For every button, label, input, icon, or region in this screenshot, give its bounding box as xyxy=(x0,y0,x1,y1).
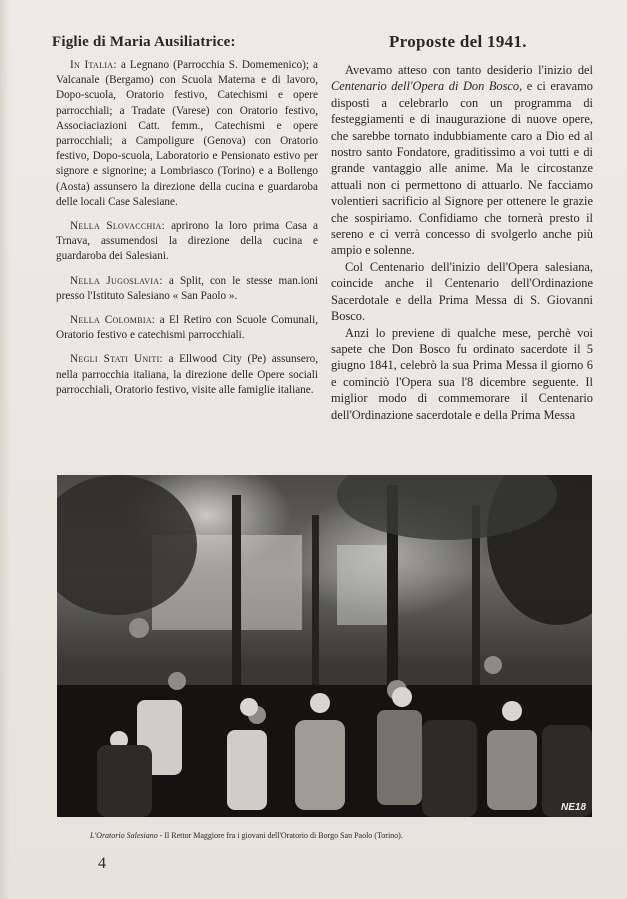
caption-text: - Il Rettor Maggiore fra i giovani dell'Oratorio di Borgo San Paolo (Torino). xyxy=(157,831,403,840)
page-edge-shadow xyxy=(0,0,10,899)
centenario-title: Centenario dell'Opera di Don Bosco, xyxy=(331,79,523,94)
paragraph-colombia xyxy=(56,313,318,343)
country-lead: Nella Slovacchia: xyxy=(70,220,166,233)
paragraph-text: a Ellwood City (Pe) assunsero, nella parrocchia italiana, la direzione delle Opere sociali parrocchiali, Oratorio festivo, visite alle famiglie italiane. xyxy=(56,353,318,396)
country-lead: Nella Jugoslavia: xyxy=(70,274,163,287)
country-lead: In Italia: xyxy=(70,59,117,71)
paragraph-jugoslavia xyxy=(56,274,318,304)
caption-lead: L'Oratorio Salesiano xyxy=(90,831,158,840)
paragraph-centenario: Col Centenario dell'inizio dell'Opera salesiana, coincide anche il Centenario dell'Ordinazione Sacerdotale e della Prima Messa di S. Giovanni Bosco. xyxy=(331,259,593,324)
paragraph-intro xyxy=(331,62,593,259)
right-column xyxy=(331,62,593,423)
left-column xyxy=(56,58,318,407)
paragraph-stati-uniti xyxy=(56,352,318,398)
photo-caption xyxy=(90,831,570,841)
country-lead: Nella Colombia: xyxy=(70,314,156,327)
photo-watermark: NE18 xyxy=(560,802,586,813)
paragraph-text: a El Retiro con Scuole Comunali, Oratorio festivo e catechismi parrocchiali. xyxy=(56,314,319,342)
paragraph-text: aprirono la loro prima Casa a Trnava, assumendosi la direzione della cucina e guardaroba dei Salesiani. xyxy=(56,220,319,263)
paragraph-italia xyxy=(56,58,318,210)
photo-scene xyxy=(57,475,592,817)
paragraph-text: Avevamo atteso con tanto desiderio l'inizio del xyxy=(345,63,593,77)
page-number: 4 xyxy=(98,855,106,872)
section-heading-right: Proposte del 1941. xyxy=(389,32,527,51)
paragraph-text: a Split, con le stesse man.ioni presso l'Istituto Salesiano « San Paolo ». xyxy=(56,274,318,302)
paragraph-text: a Legnano (Parrocchia S. Domemenico); a Valcanale (Bergamo) con Scuola Materna e di lavoro, Dopo-scuola, Oratorio festivo, Catechismi e opere parrocchiali; a Tradate (Varese) con Oratorio festivo, Associaciazioni Catt. femm., Catechismi e opere parrocchiali; a Campoligure (Genova) con Oratorio festivo, Dopo-scuola, Laboratorio e Pensionato estivo per signore e signorine; a Lombriasco (Torino) e a Bollengo (Aosta) assunsero la direzione della cucina e guardaroba delle locali Case Salesiane. xyxy=(56,59,318,208)
country-lead: Negli Stati Uniti: xyxy=(70,353,163,366)
paragraph-ordinazione: Anzi lo previene di qualche mese, perchè voi sapete che Don Bosco fu ordinato sacerdote il 5 giugno 1841, celebrò la sua Prima Messa il giorno 6 e cominciò l'Opera sua l'8 dicembre seguente. Il miglior modo di commemorare il Centenario dell'Ordinazione sacerdotale e della Prima Messa xyxy=(331,325,593,422)
oratorio-photograph xyxy=(57,475,592,817)
paragraph-slovacchia xyxy=(56,219,318,265)
section-heading-left: Figlie di Maria Ausiliatrice: xyxy=(52,34,236,50)
paragraph-text: e ci eravamo disposti a celebrarlo con un programma di festeggiamenti e di inaugurazione di nuove opere, che sarebbe tornato indubbiamente caro a Dio ed al nostro santo Fondatore, graditissimo a voi tutti e di grande vantaggio alle anime. Ma le circostanze attuali non ci permettono di attuarlo. Ne facciamo volentieri sacrificio al Signore per ottenere le grazie che sospiriamo. Confidiamo che tornerà presto il sereno e ci verrà concesso di svolgerlo anche più ampio e solenne. xyxy=(331,79,593,258)
